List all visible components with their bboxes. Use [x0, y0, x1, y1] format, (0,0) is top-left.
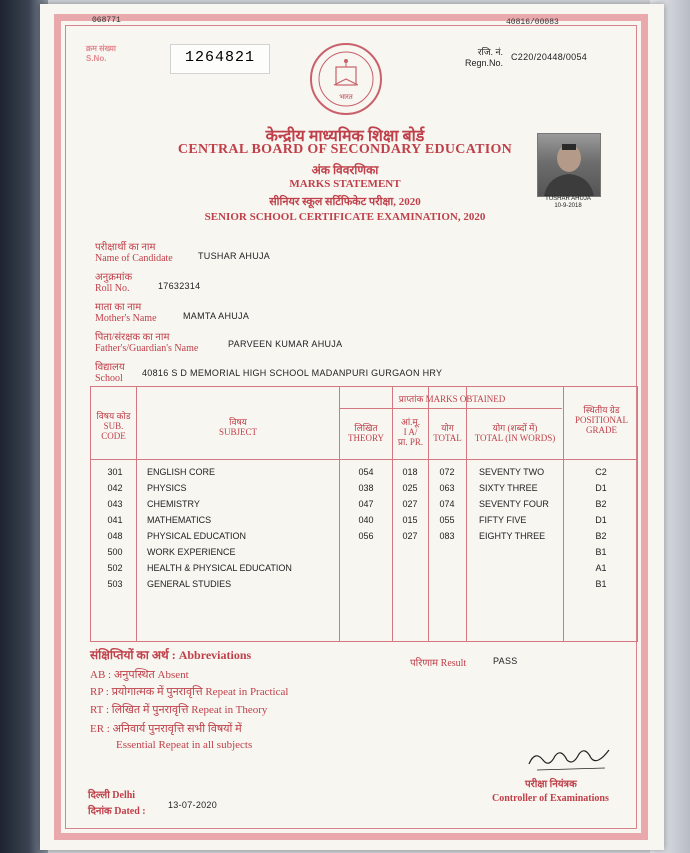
cell-code: 502 [107, 563, 123, 573]
candidate-photo [537, 133, 601, 197]
cell-grade: D1 [595, 483, 607, 493]
controller-signature-icon [525, 740, 615, 779]
statement-title-hindi: अंक विवरणिका [311, 163, 379, 177]
dated-label: दिनांक Dated : [88, 806, 146, 817]
cell-subject: MATHEMATICS [147, 515, 212, 525]
exam-title-english: SENIOR SCHOOL CERTIFICATE EXAMINATION, 2020 [204, 211, 486, 223]
result-label [410, 658, 466, 669]
cell-ia: 027 [402, 531, 418, 541]
cell-code: 041 [107, 515, 123, 525]
cell-total: 063 [439, 483, 455, 493]
result-value: PASS [493, 656, 518, 666]
school-label [95, 362, 125, 384]
abbr-er-english: Essential Repeat in all subjects [116, 739, 253, 751]
cell-subject: CHEMISTRY [147, 499, 200, 509]
header-theory [340, 423, 392, 443]
regn-label [463, 47, 503, 69]
header-ia-pr: प्रा. PR. [397, 437, 424, 447]
cell-words: FIFTY FIVE [479, 515, 527, 525]
board-title-english: CENTRAL BOARD OF SECONDARY EDUCATION [177, 142, 513, 157]
cell-subject: PHYSICS [147, 483, 187, 493]
header-marks-hi: प्राप्तांक [398, 394, 424, 404]
header-subject-en: SUBJECT [218, 427, 257, 437]
serial-label-hi: क्रम संख्या [86, 44, 116, 53]
cell-grade: D1 [595, 515, 607, 525]
cell-grade: B2 [595, 531, 607, 541]
board-title-hindi: केन्द्रीय माध्यमिक शिक्षा बोर्ड [265, 128, 425, 145]
serial-number-box: 1264821 [170, 44, 270, 74]
photo-caption [530, 196, 606, 210]
cell-code: 042 [107, 483, 123, 493]
cell-subject: WORK EXPERIENCE [147, 547, 236, 557]
regn-number: C220/20448/0054 [511, 52, 588, 62]
cell-theory: 054 [358, 467, 374, 477]
header-total-words-en: TOTAL (IN WORDS) [474, 433, 556, 443]
candidate-name: TUSHAR AHUJA [198, 251, 271, 261]
cell-code: 301 [107, 467, 123, 477]
header-marks-en: MARKS OBTAINED [425, 394, 506, 404]
mother-label [95, 302, 157, 324]
serial-label [86, 44, 116, 64]
header-sub-code-hi: विषय कोड [96, 411, 131, 421]
emblem-text: भारत [339, 94, 353, 101]
header-total-words [467, 423, 563, 443]
header-total [429, 423, 466, 443]
father-label-en: Father's/Guardian's Name [95, 343, 199, 354]
cell-total: 083 [439, 531, 455, 541]
place-label: दिल्ली Delhi [88, 790, 136, 801]
father-label [95, 332, 198, 354]
header-subject-hi: विषय [229, 417, 247, 427]
header-total-hi: योग [441, 423, 454, 433]
marks-table [90, 386, 638, 642]
school-label-hi: विद्यालय [95, 362, 125, 373]
cell-code: 500 [107, 547, 123, 557]
cell-code: 043 [107, 499, 123, 509]
exam-title-hindi: सीनियर स्कूल सर्टिफिकेट परीक्षा, 2020 [269, 196, 421, 208]
header-sub-code-en: SUB. CODE [101, 421, 126, 441]
cell-subject: ENGLISH CORE [147, 467, 216, 477]
mother-name: MAMTA AHUJA [183, 311, 250, 321]
cell-total: 074 [439, 499, 455, 509]
abbreviations-title-hi: संक्षिप्तियों का अर्थ : [90, 648, 176, 662]
cell-theory: 047 [358, 499, 374, 509]
header-sub-code [91, 411, 136, 441]
header-theory-en: THEORY [348, 433, 384, 443]
roll-label-en: Roll No. [95, 283, 130, 294]
abbreviations-title-en: Abbreviations [178, 648, 252, 662]
abbr-ab: AB : अनुपस्थित Absent [90, 669, 189, 681]
cell-grade: A1 [595, 563, 607, 573]
issue-date: 13-07-2020 [168, 800, 218, 810]
cell-words: SEVENTY FOUR [479, 499, 549, 509]
name-label-hi: परीक्षार्थी का नाम [95, 242, 156, 253]
header-grade-hi: स्थितीय ग्रेड [583, 405, 620, 415]
roll-number: 17632314 [158, 281, 201, 291]
cell-total: 072 [439, 467, 455, 477]
cell-code: 048 [107, 531, 123, 541]
cell-grade: B1 [595, 579, 607, 589]
cell-total: 055 [439, 515, 455, 525]
cell-subject: HEALTH & PHYSICAL EDUCATION [147, 563, 292, 573]
header-ia-hi: आं.मू. [400, 417, 421, 427]
header-total-en: TOTAL [433, 433, 462, 443]
photo-caption-name: TUSHAR AHUJA [545, 196, 591, 202]
father-name: PARVEEN KUMAR AHUJA [228, 339, 343, 349]
cell-words: EIGHTY THREE [479, 531, 546, 541]
school-label-en: School [95, 373, 123, 384]
statement-title-english: MARKS STATEMENT [289, 178, 401, 190]
father-label-hi: पिता/संरक्षक का नाम [95, 332, 170, 343]
cell-words: SIXTY THREE [479, 483, 538, 493]
cell-code: 503 [107, 579, 123, 589]
result-label-en: Result [440, 658, 467, 669]
abbr-rt: RT : लिखित में पुनरावृत्ति Repeat in Theory [90, 704, 268, 716]
header-ia [393, 417, 428, 447]
header-subject [137, 417, 339, 437]
serial-top-right: 40816/00083 [506, 18, 559, 27]
regn-label-hi: रजि. नं. [477, 47, 503, 57]
controller-label-hi: परीक्षा नियंत्रक [525, 779, 577, 790]
school-name: 40816 S D MEMORIAL HIGH SCHOOL MADANPURI GURGAON HRY [142, 368, 443, 378]
abbreviations-title [90, 646, 251, 663]
mother-label-en: Mother's Name [95, 313, 157, 324]
cell-grade: B2 [595, 499, 607, 509]
cell-ia: 018 [402, 467, 418, 477]
name-label [95, 242, 173, 264]
regn-label-en: Regn.No. [464, 58, 503, 68]
result-label-hi: परिणाम [410, 658, 439, 669]
cell-subject: GENERAL STUDIES [147, 579, 232, 589]
name-label-en: Name of Candidate [95, 253, 173, 264]
header-total-words-hi: योग (शब्दों में) [492, 423, 538, 433]
serial-top-left: 068771 [92, 16, 121, 25]
roll-label-hi: अनुक्रमांक [95, 272, 133, 283]
abbr-er: ER : अनिवार्य पुनरावृत्ति सभी विषयों में [90, 723, 242, 735]
cell-grade: C2 [595, 467, 607, 477]
cell-theory: 056 [358, 531, 374, 541]
header-ia-en: I A/ [403, 427, 418, 437]
header-marks-obtained [340, 394, 564, 404]
cell-words: SEVENTY TWO [479, 467, 545, 477]
controller-label-en: Controller of Examinations [492, 793, 609, 804]
cell-ia: 027 [402, 499, 418, 509]
abbr-rp: RP : प्रयोगात्मक में पुनरावृत्ति Repeat in Practical [90, 686, 289, 698]
header-theory-hi: लिखित [354, 423, 378, 433]
serial-label-en: S.No. [86, 54, 107, 63]
cell-subject: PHYSICAL EDUCATION [147, 531, 247, 541]
cell-theory: 040 [358, 515, 374, 525]
cell-theory: 038 [358, 483, 374, 493]
header-positional-grade [564, 405, 639, 435]
photo-caption-date: 10-9-2018 [554, 203, 582, 209]
mother-label-hi: माता का नाम [95, 302, 142, 313]
cell-ia: 015 [402, 515, 418, 525]
cbse-emblem-icon [310, 43, 382, 115]
header-grade-en: POSITIONAL GRADE [575, 415, 628, 435]
roll-label [95, 272, 132, 294]
cell-grade: B1 [595, 547, 607, 557]
cell-ia: 025 [402, 483, 418, 493]
